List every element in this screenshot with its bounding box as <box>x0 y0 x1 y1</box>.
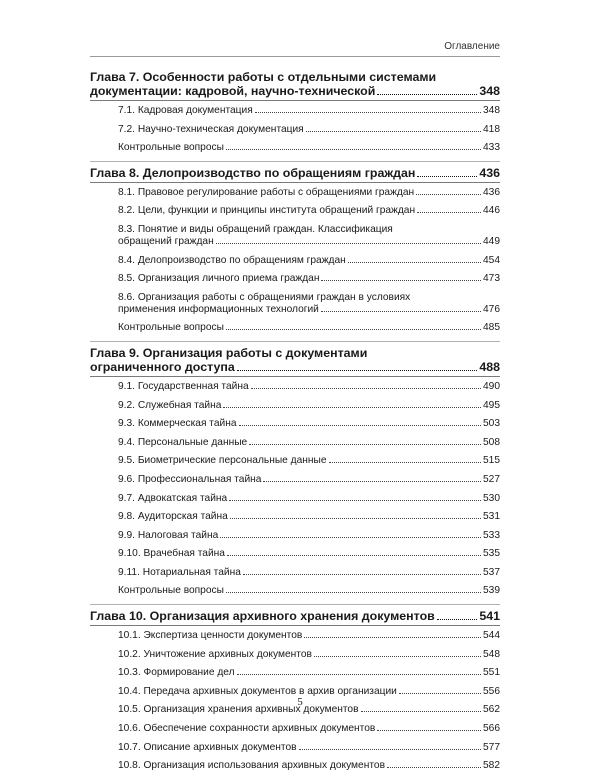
toc-entry-text: 9.2. Служебная тайна <box>118 399 222 411</box>
toc-entry-text: 10.3. Формирование дел <box>118 667 235 679</box>
toc-entry-text: Контрольные вопросы <box>118 322 224 334</box>
toc-entry-text: применения информационных технологий <box>118 303 319 315</box>
toc-entry[interactable] <box>90 273 500 285</box>
dot-leader <box>348 262 481 263</box>
toc-entry-text: 9.3. Коммерческая тайна <box>118 418 237 430</box>
toc-entry-text: 10.6. Обеспечение сохранности архивных документов <box>118 723 376 735</box>
toc-entry[interactable] <box>90 381 500 393</box>
dot-leader <box>220 537 481 538</box>
chapter-title-text: ограниченного доступа <box>90 359 235 374</box>
toc-entry-line <box>118 511 500 523</box>
dot-leader <box>314 656 481 657</box>
toc-entry-text: 9.9. Налоговая тайна <box>118 529 219 541</box>
toc-entry-first-line: 8.3. Понятие и виды обращений граждан. Классификация <box>118 223 393 235</box>
toc-entry-line <box>118 273 500 285</box>
dot-leader <box>306 131 481 132</box>
dot-leader <box>230 518 481 519</box>
dot-leader <box>229 500 481 501</box>
toc-entry-line <box>118 400 500 412</box>
toc-entry-page-number: 515 <box>483 455 500 467</box>
toc-entry-text: 10.5. Организация хранения архивных документов <box>118 704 359 716</box>
toc-entry-text: обращений граждан <box>118 235 214 247</box>
toc-entry[interactable] <box>90 187 500 199</box>
toc-entry-text: 8.1. Правовое регулирование работы с обращениями граждан <box>118 186 415 198</box>
toc-entry[interactable] <box>90 105 500 117</box>
toc-entry-page-number: 537 <box>483 566 500 578</box>
toc-entry-text: 9.1. Государственная тайна <box>118 380 249 392</box>
chapter-title-text: Глава 8. Делопроизводство по обращениям граждан <box>90 165 416 180</box>
toc-entry[interactable] <box>90 548 500 560</box>
toc-entry-line <box>118 187 500 199</box>
toc-entry[interactable] <box>90 224 500 248</box>
toc-entry-page-number: 490 <box>483 380 500 392</box>
toc-entry-page-number: 530 <box>483 492 500 504</box>
dot-leader <box>417 176 477 177</box>
toc-entry-text: 9.11. Нотариальная тайна <box>118 566 241 578</box>
toc-entry[interactable] <box>90 493 500 505</box>
toc-entry-line <box>118 381 500 393</box>
toc-entry-page-number: 531 <box>483 511 500 523</box>
dot-leader <box>216 243 481 244</box>
toc-entry-text: 9.10. Врачебная тайна <box>118 548 225 560</box>
dot-leader <box>226 592 481 593</box>
toc-entry-page-number: 446 <box>483 205 500 217</box>
dot-leader <box>263 481 481 482</box>
dot-leader <box>227 555 481 556</box>
toc-entry-page-number: 551 <box>483 667 500 679</box>
toc-entry-text: 10.2. Уничтожение архивных документов <box>118 648 312 660</box>
toc-entry-line <box>118 205 500 217</box>
toc-entry-page-number: 503 <box>483 418 500 430</box>
chapter-divider-top <box>90 604 500 605</box>
chapter-page-number: 541 <box>479 609 500 624</box>
toc-entry-text: 9.5. Биометрические персональные данные <box>118 455 327 467</box>
chapter-block <box>90 70 500 154</box>
toc-entry[interactable] <box>90 255 500 267</box>
dot-leader <box>249 444 481 445</box>
chapter-divider <box>90 625 500 626</box>
dot-leader <box>239 425 482 426</box>
toc-entry-text: 8.5. Организация личного приема граждан <box>118 273 320 285</box>
toc-entry[interactable] <box>90 585 500 597</box>
dot-leader <box>321 280 481 281</box>
toc-entry[interactable] <box>90 723 500 735</box>
chapter-title[interactable] <box>90 84 500 98</box>
toc-entry[interactable] <box>90 292 500 316</box>
toc-entry-page-number: 566 <box>483 723 500 735</box>
toc-entry-page-number: 544 <box>483 630 500 642</box>
toc-entry-page-number: 548 <box>483 648 500 660</box>
dot-leader <box>226 149 481 150</box>
chapter-page-number: 436 <box>479 165 500 180</box>
toc-entry-page-number: 476 <box>483 303 500 315</box>
toc-entry-page-number: 433 <box>483 142 500 154</box>
toc-entry-line <box>118 548 500 560</box>
dot-leader <box>251 388 481 389</box>
toc-entry[interactable] <box>90 742 500 754</box>
toc-entry-line <box>118 418 500 430</box>
chapter-title-text: Глава 10. Организация архивного хранения документов <box>90 609 435 624</box>
dot-leader <box>329 462 482 463</box>
toc-entry-page-number: 454 <box>483 254 500 266</box>
toc-entry-line <box>118 142 500 154</box>
running-header <box>90 41 500 57</box>
toc-entry-page-number: 485 <box>483 322 500 334</box>
toc-entry[interactable] <box>90 530 500 542</box>
toc-entry[interactable] <box>90 418 500 430</box>
toc-entry-line <box>118 304 500 316</box>
toc-entry[interactable] <box>90 667 500 679</box>
chapter-divider <box>90 100 500 101</box>
dot-leader <box>399 693 481 694</box>
running-header-title: Оглавление <box>444 41 500 52</box>
dot-leader <box>237 674 481 675</box>
dot-leader <box>321 311 481 312</box>
toc-entry-text: 10.7. Описание архивных документов <box>118 741 297 753</box>
toc-entry-line <box>118 236 500 248</box>
dot-leader <box>226 329 481 330</box>
chapter-page-number: 488 <box>479 359 500 374</box>
toc-entry[interactable] <box>90 474 500 486</box>
toc-entry-line <box>118 649 500 661</box>
toc-entry-line <box>118 455 500 467</box>
toc-entry-page-number: 449 <box>483 235 500 247</box>
toc-entry-text: 10.4. Передача архивных документов в архив организации <box>118 685 397 697</box>
toc-entry-text: 9.7. Адвокатская тайна <box>118 492 228 504</box>
toc-entry[interactable] <box>90 437 500 449</box>
chapter-divider <box>90 182 500 183</box>
toc-entry-line <box>118 474 500 486</box>
toc-entry-line <box>118 255 500 267</box>
toc-entry[interactable] <box>90 205 500 217</box>
toc-entry-page-number: 556 <box>483 685 500 697</box>
toc-entry[interactable] <box>90 142 500 154</box>
chapter-block <box>90 161 500 335</box>
toc-entry-line <box>118 105 500 117</box>
toc-entry-line <box>118 437 500 449</box>
toc-entry-page-number: 473 <box>483 273 500 285</box>
toc-entry-page-number: 508 <box>483 436 500 448</box>
dot-leader <box>304 637 481 638</box>
chapter-block <box>90 604 500 772</box>
toc-entry-text: 7.1. Кадровая документация <box>118 105 253 116</box>
toc-entry-page-number: 533 <box>483 529 500 541</box>
toc-entry-text: 7.2. Научно-техническая документация <box>118 123 304 135</box>
chapter-title-line[interactable]: Глава 7. Особенности работы с отдельными системами <box>90 70 437 84</box>
chapter-title-line[interactable]: Глава 9. Организация работы с документами <box>90 345 368 360</box>
toc-entry[interactable] <box>90 630 500 642</box>
dot-leader <box>387 767 481 768</box>
toc-entry-page-number: 436 <box>483 186 500 198</box>
dot-leader <box>361 711 481 712</box>
toc-entry-text: Контрольные вопросы <box>118 585 224 597</box>
toc-entry-text: 10.8. Организация использования архивных документов <box>118 760 385 772</box>
toc-entry[interactable] <box>90 511 500 523</box>
toc-entry-page-number: 418 <box>483 123 500 135</box>
table-of-contents <box>90 70 500 779</box>
dot-leader <box>255 112 481 113</box>
page-number: 5 <box>297 696 303 708</box>
toc-entry-page-number: 577 <box>483 741 500 753</box>
chapter-divider <box>90 376 500 377</box>
toc-entry-text: Контрольные вопросы <box>118 142 224 154</box>
toc-entry-text: 8.4. Делопроизводство по обращениям граждан <box>118 254 346 266</box>
dot-leader <box>437 619 478 620</box>
toc-entry-text: 10.1. Экспертиза ценности документов <box>118 630 303 642</box>
chapter-title-text: документации: кадровой, научно-технической <box>90 84 376 98</box>
chapter-divider-top <box>90 341 500 342</box>
toc-entry-line <box>118 493 500 505</box>
dot-leader <box>243 574 481 575</box>
chapter-title[interactable] <box>90 166 500 180</box>
chapter-title[interactable] <box>90 360 500 374</box>
dot-leader <box>377 94 477 95</box>
toc-entry-line <box>118 742 500 754</box>
toc-entry-line <box>118 585 500 597</box>
toc-entry[interactable] <box>90 124 500 136</box>
toc-entry-page-number: 527 <box>483 473 500 485</box>
toc-entry-page-number: 535 <box>483 548 500 560</box>
chapter-title[interactable] <box>90 609 500 623</box>
toc-entry[interactable] <box>90 400 500 412</box>
chapter-divider-top <box>90 161 500 162</box>
toc-entry-line <box>118 322 500 334</box>
toc-entry-text: 9.8. Аудиторская тайна <box>118 511 228 523</box>
toc-entry-text: 9.6. Профессиональная тайна <box>118 473 262 485</box>
toc-entry-page-number: 562 <box>483 704 500 716</box>
toc-entry[interactable] <box>90 649 500 661</box>
toc-entry-text: 9.4. Персональные данные <box>118 436 248 448</box>
toc-entry-line <box>118 630 500 642</box>
toc-entry[interactable] <box>90 455 500 467</box>
toc-entry-line <box>118 723 500 735</box>
dot-leader <box>377 730 481 731</box>
toc-entry-line <box>118 124 500 136</box>
dot-leader <box>237 370 478 371</box>
dot-leader <box>416 194 481 195</box>
chapter-block <box>90 341 500 598</box>
toc-entry-line <box>118 567 500 579</box>
toc-entry[interactable] <box>90 322 500 334</box>
chapter-page-number: 348 <box>479 84 500 98</box>
toc-entry-line <box>118 760 500 772</box>
toc-entry[interactable] <box>90 567 500 579</box>
toc-entry-page-number: 495 <box>483 399 500 411</box>
toc-entry-page-number: 539 <box>483 585 500 597</box>
toc-entry-page-number: 582 <box>483 760 500 772</box>
toc-entry-page-number: 348 <box>483 105 500 116</box>
toc-entry-first-line: 8.6. Организация работы с обращениями граждан в условиях <box>118 291 411 303</box>
toc-entry-line <box>118 667 500 679</box>
dot-leader <box>223 407 481 408</box>
toc-entry[interactable] <box>90 760 500 772</box>
toc-entry-line <box>118 530 500 542</box>
toc-entry-text: 8.2. Цели, функции и принципы института обращений граждан <box>118 205 416 217</box>
dot-leader <box>417 212 481 213</box>
dot-leader <box>299 749 481 750</box>
